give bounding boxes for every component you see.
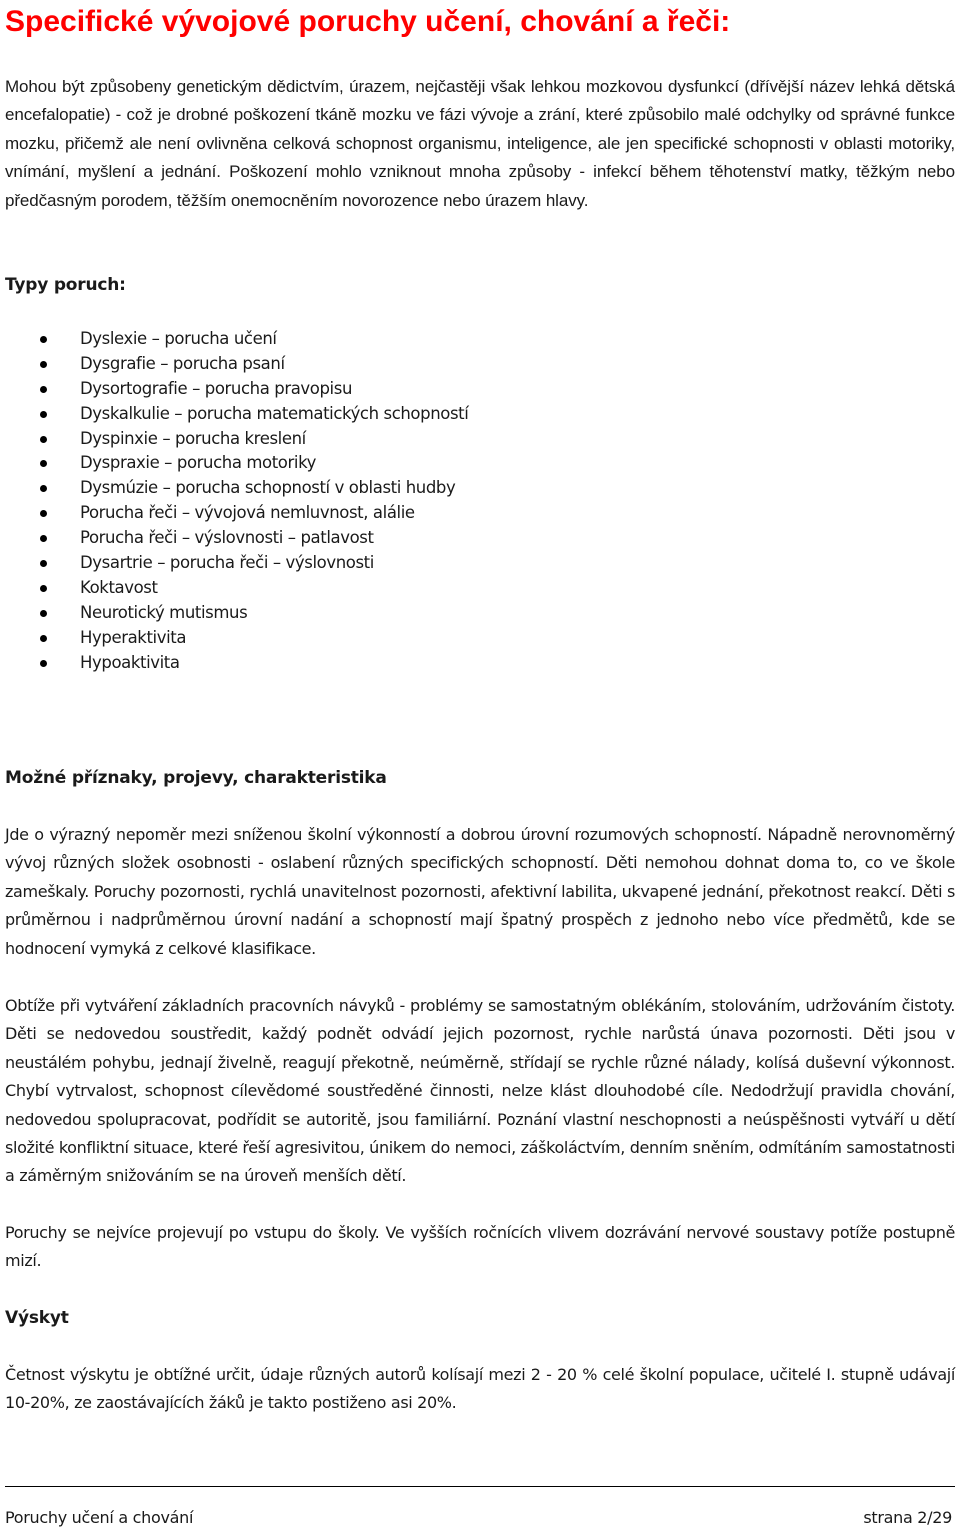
bullet-icon <box>40 411 47 418</box>
bullet-icon <box>40 361 47 368</box>
list-item <box>0 476 700 501</box>
types-heading: Typy poruch: <box>5 275 126 295</box>
types-list <box>0 327 700 675</box>
list-item <box>0 327 700 352</box>
list-item <box>0 576 700 601</box>
bullet-icon <box>40 436 47 443</box>
list-item <box>0 451 700 476</box>
list-item <box>0 501 700 526</box>
list-item-label: Porucha řeči – vývojová nemluvnost, alálie <box>80 503 415 523</box>
page-title: Specifické vývojové poruchy učení, chování a řeči: <box>5 5 731 38</box>
occurrence-heading: Výskyt <box>5 1308 69 1328</box>
list-item <box>0 651 700 676</box>
intro-paragraph: Mohou být způsobeny genetickým dědictvím, úrazem, nejčastěji však lehkou mozkovou dysfunkcí (dřívější název lehká dětská encefalopatie) - což je drobné poškození tkáně mozku ve fázi vývoje a zrání, které způsobilo malé odchylky od správné funkce mozku, přičemž ale není ovlivněna celková schopnost organismu, inteligence, ale jen specifické schopnosti v oblasti motoriky, vnímání, myšlení a jednání. Poškození mohlo vzniknout mnoha způsoby - infekcí během těhotenství matky, těžkým nebo předčasným porodem, těžším onemocněním novorozence nebo úrazem hlavy. <box>5 77 955 210</box>
list-item <box>0 551 700 576</box>
footer-divider <box>5 1486 955 1487</box>
symptoms-heading: Možné příznaky, projevy, charakteristika <box>5 768 387 788</box>
occurrence-paragraph: Četnost výskytu je obtížné určit, údaje různých autorů kolísají mezi 2 - 20 % celé školní populace, učitelé I. stupně udávají 10-20%, ze zaostávajících žáků je takto postiženo asi 20%. <box>5 1365 955 1413</box>
bullet-icon <box>40 386 47 393</box>
list-item-label: Dyslexie – porucha učení <box>80 329 277 348</box>
footer-page-number: strana 2/29 <box>863 1508 952 1527</box>
symptoms-paragraph-2: Obtíže při vytváření základních pracovních návyků - problémy se samostatným oblékáním, stolováním, udržováním čistoty. Děti se nedovedou soustředit, každý podnět odvádí jejich pozornost, rychle narůstá únava pozornosti. Děti jsou v neustálém pohybu, jednají živelně, reagují překotně, neúměrně, střídají se rychle různé nálady, kolísá duševní výkonnost. Chybí vytrvalost, schopnost cílevědomé soustředěné činnosti, nelze klást dlouhodobé cíle. Nedodržují pravidla chování, nedovedou spolupracovat, podřídit se autoritě, jsou familiární. Poznání vlastní neschopnosti a neúspěšnosti vytváří u dětí složité konfliktní situace, které řeší agresivitou, únikem do nemoci, záškoláctvím, denním sněním, odmítáním samostatnosti a záměrným snižováním se na úroveň menších dětí. <box>5 996 955 1186</box>
list-item-label: Hypoaktivita <box>80 652 180 672</box>
bullet-icon <box>40 560 47 567</box>
list-item-label: Dyspinxie – porucha kreslení <box>80 428 306 448</box>
bullet-icon <box>40 535 47 542</box>
bullet-icon <box>40 585 47 592</box>
list-item-label: Dysmúzie – porucha schopností v oblasti hudby <box>80 478 456 498</box>
list-item <box>0 427 700 452</box>
list-item-label: Hyperaktivita <box>80 627 187 647</box>
list-item-label: Neurotický mutismus <box>80 602 248 622</box>
list-item <box>0 526 700 551</box>
bullet-icon <box>40 660 47 667</box>
list-item-label: Koktavost <box>80 577 158 597</box>
list-item-label: Dyskalkulie – porucha matematických schopností <box>80 403 469 423</box>
list-item-label: Dyspraxie – porucha motoriky <box>80 453 317 473</box>
list-item <box>0 377 700 402</box>
list-item <box>0 601 700 626</box>
symptoms-paragraph-3: Poruchy se nejvíce projevují po vstupu do školy. Ve vyšších ročnících vlivem dozrávání nervové soustavy potíže postupně mizí. <box>5 1223 955 1271</box>
footer-document-title: Poruchy učení a chování <box>5 1508 194 1527</box>
list-item-label: Dysartrie – porucha řeči – výslovnosti <box>80 553 374 573</box>
bullet-icon <box>40 610 47 617</box>
symptoms-paragraph-1: Jde o výrazný nepoměr mezi sníženou školní výkonností a dobrou úrovní rozumových schopností. Nápadně nerovnoměrný vývoj různých složek osobnosti - oslabení různých specifických schopností. Děti nemohou dohnat doma to, co ve škole zameškaly. Poruchy pozornosti, rychlá unavitelnost pozornosti, afektivní labilita, ukvapené jednání, překotnost reakcí. Děti s průměrnou i nadprůměrnou úrovní nadání a schopností mají špatný prospěch z jednoho nebo více předmětů, kde se hodnocení vymyká z celkové klasifikace. <box>5 825 955 958</box>
list-item <box>0 352 700 377</box>
list-item-label: Porucha řeči – výslovnosti – patlavost <box>80 528 374 548</box>
bullet-icon <box>40 510 47 517</box>
list-item <box>0 402 700 427</box>
bullet-icon <box>40 460 47 467</box>
bullet-icon <box>40 635 47 642</box>
list-item-label: Dysgrafie – porucha psaní <box>80 353 285 373</box>
bullet-icon <box>40 485 47 492</box>
list-item <box>0 626 700 651</box>
bullet-icon <box>40 336 47 343</box>
list-item-label: Dysortografie – porucha pravopisu <box>80 378 352 398</box>
